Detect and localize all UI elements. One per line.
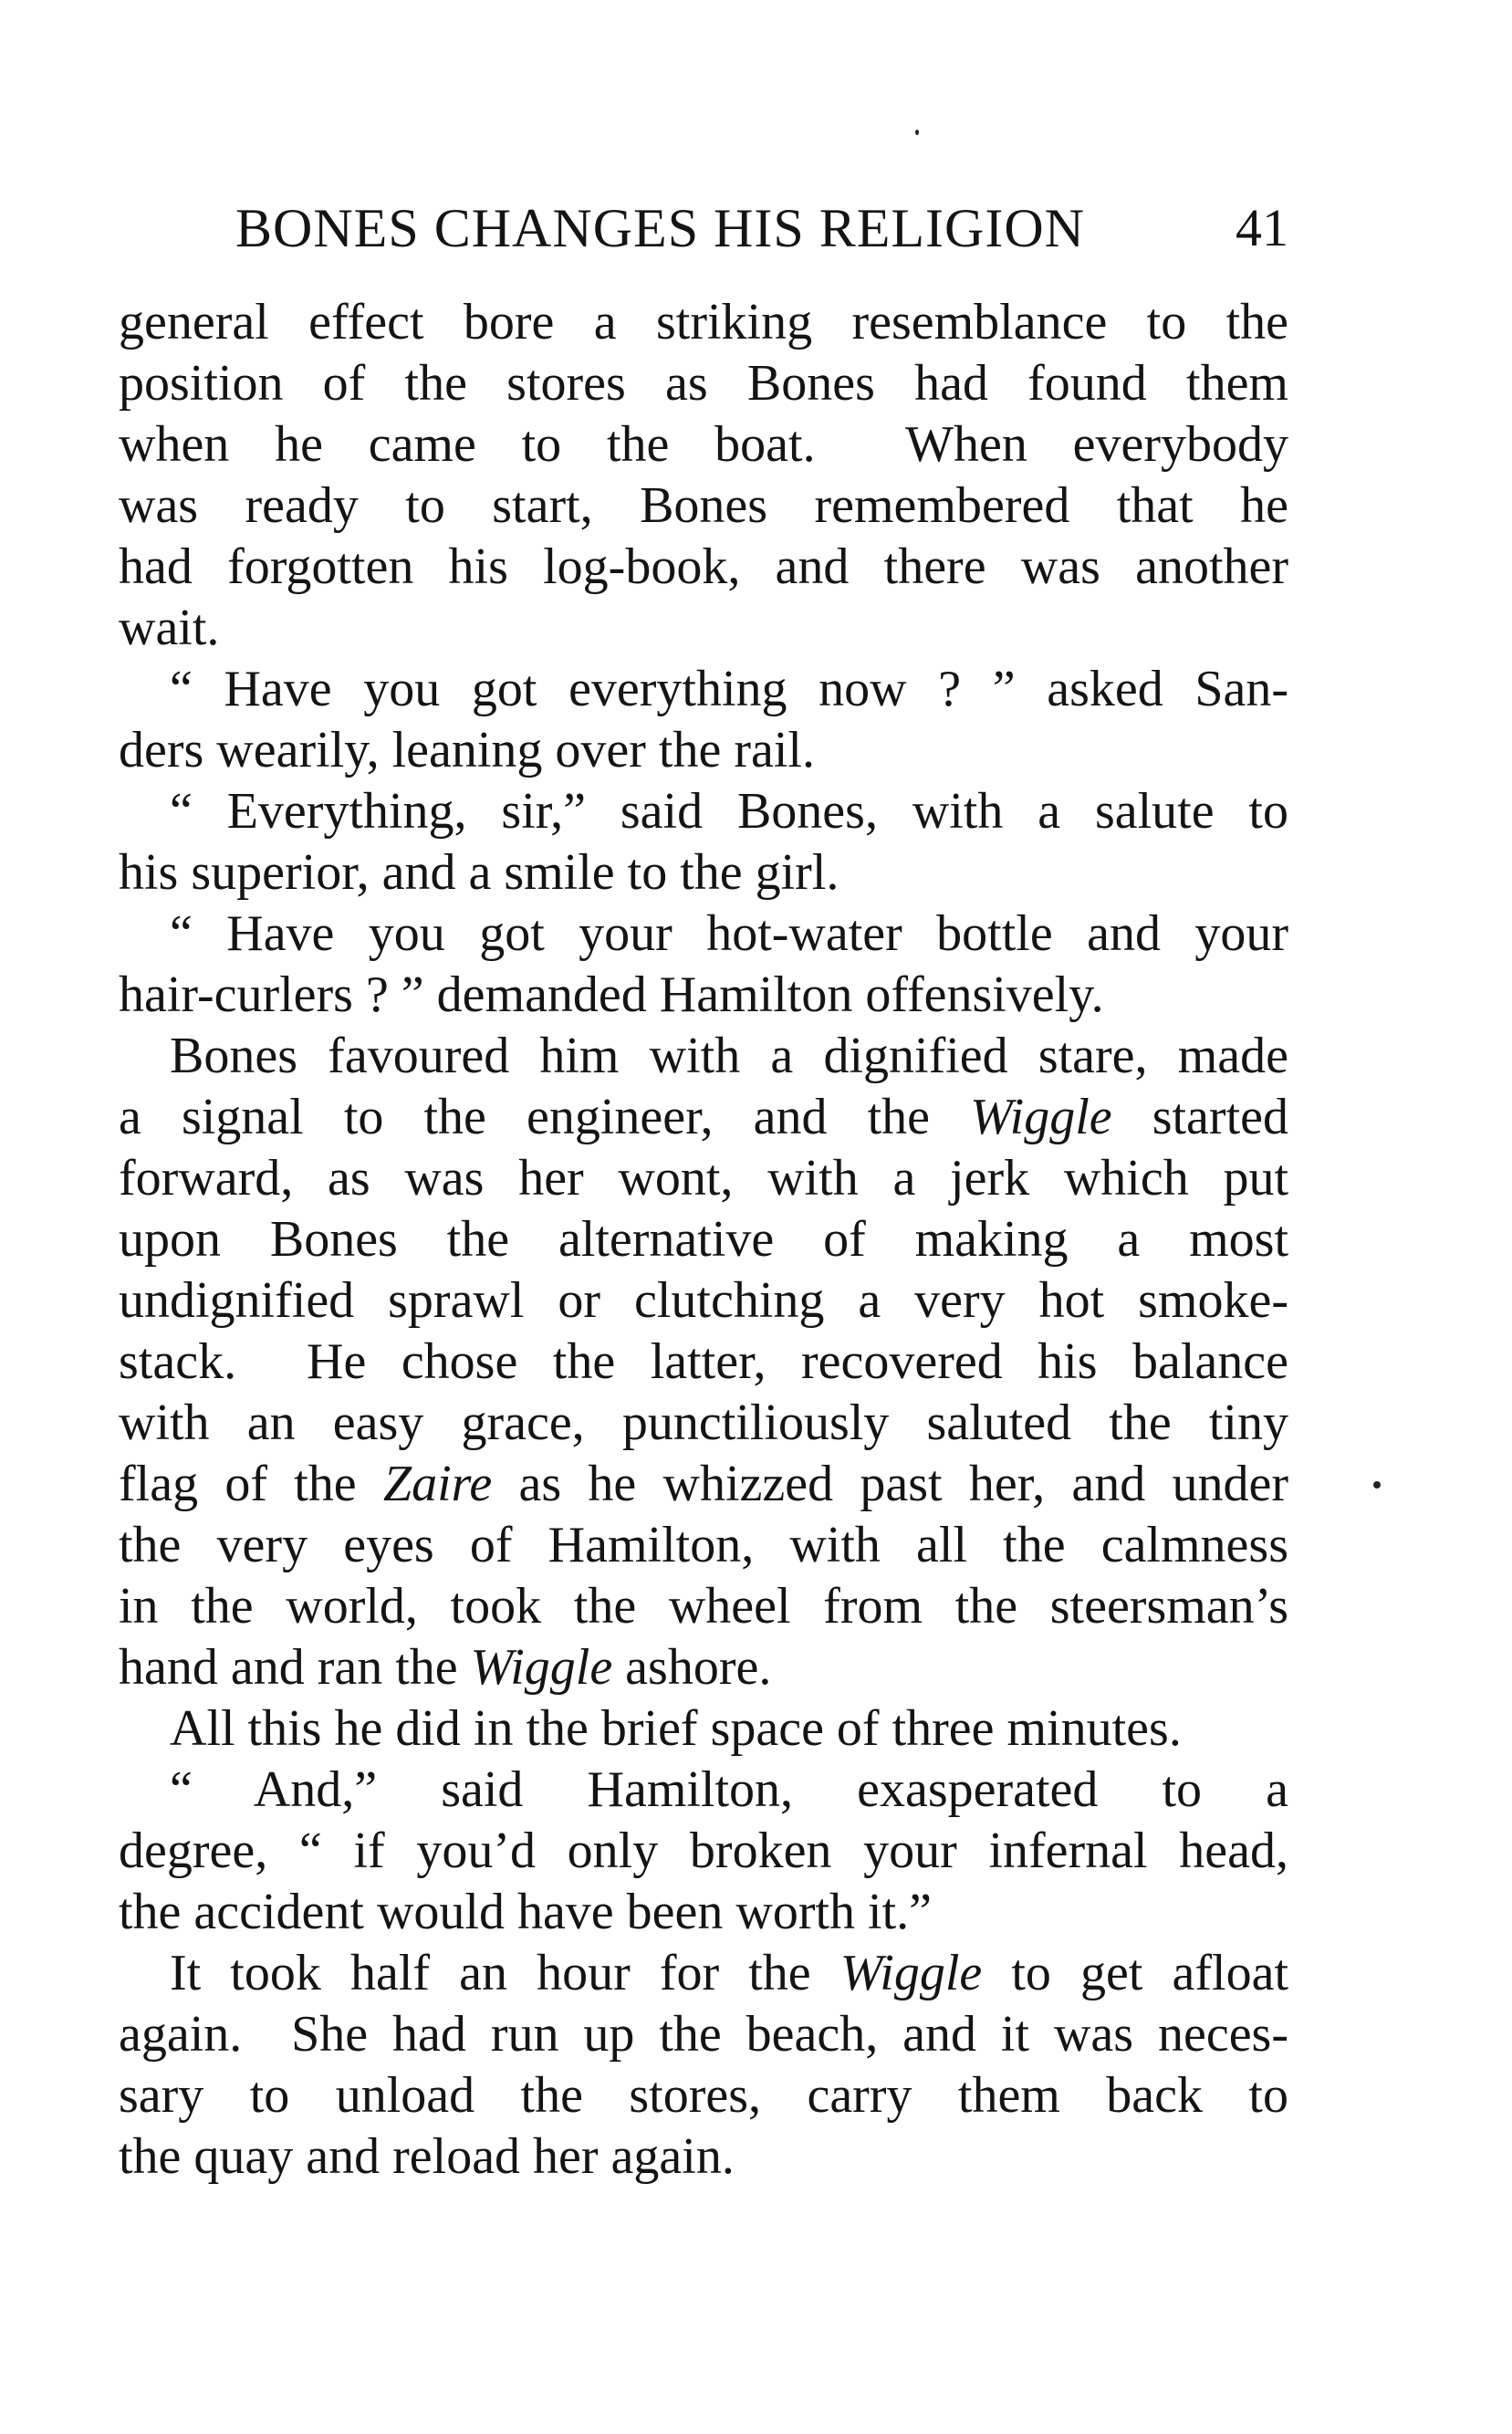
text-line [119,2065,1288,2126]
text-run: “ And,” said Hamilton, exasperated to a [170,1761,1288,1818]
text-run: forward, as was her wont, with a jerk which put [119,1150,1288,1207]
text-run: stack. He chose the latter, recovered his balance [119,1333,1288,1390]
text-line [119,842,1288,904]
text-run: was ready to start, Bones remembered that he [119,477,1288,534]
text-run: started [1111,1089,1288,1145]
text-run: “ Have you got everything now ? ” asked San- [170,661,1288,717]
text-line [119,781,1288,842]
text-line [119,965,1288,1026]
text-run: as he whizzed past her, and under [492,1456,1288,1512]
text-line [119,1637,1288,1698]
text-run: had forgotten his log-book, and there was another [119,538,1288,595]
text-line [119,1943,1288,2004]
text-run: again. She had run up the beach, and it was neces- [119,2006,1288,2063]
text-line [119,537,1288,598]
print-speck [1373,1481,1381,1489]
text-run: when he came to the boat. When everybody [119,416,1288,473]
text-run: “ Everything, sir,” said Bones, with a salute to [170,783,1288,840]
text-run: with an easy grace, punctiliously saluted the tiny [119,1395,1288,1451]
page-header [119,187,1288,269]
text-line [119,475,1288,537]
text-run: “ Have you got your hot-water bottle and your [170,905,1288,962]
text-run: in the world, took the wheel from the steersman’s [119,1578,1288,1635]
italic-name: Wiggle [970,1089,1112,1145]
text-line [119,2004,1288,2065]
text-run: It took half an hour for the [170,1945,840,2001]
italic-name: Wiggle [470,1639,613,1696]
text-line [119,720,1288,781]
text-line [119,1760,1288,1821]
text-run: ders wearily, leaning over the rail. [119,722,815,778]
text-line [119,598,1288,659]
body-text [119,292,1288,2188]
italic-name: Zaire [382,1456,493,1512]
text-line [119,1821,1288,1882]
text-line [119,1270,1288,1332]
text-line [119,1515,1288,1576]
text-line [119,1148,1288,1209]
text-run: a signal to the engineer, and the [119,1089,971,1145]
text-line [119,1698,1288,1760]
text-run: sary to unload the stores, carry them back to [119,2067,1288,2124]
text-line [119,292,1288,353]
text-run: wait. [119,600,220,656]
text-line [119,2126,1288,2188]
text-line [119,659,1288,720]
text-line [119,904,1288,965]
text-run: hand and ran the [119,1639,471,1696]
text-line [119,1026,1288,1087]
text-line [119,1209,1288,1270]
text-line [119,1393,1288,1454]
text-run: Bones favoured him with a dignified stare, made [170,1028,1288,1084]
text-run: the quay and reload her again. [119,2128,735,2185]
text-run: ashore. [612,1639,772,1696]
text-run: general effect bore a striking resemblance to the [119,294,1288,350]
text-line [119,353,1288,414]
text-run: his superior, and a smile to the girl. [119,844,839,901]
text-run: All this he did in the brief space of three minutes. [170,1700,1182,1757]
text-line [119,1576,1288,1637]
text-run: flag of the [119,1456,383,1512]
text-line [119,1454,1288,1515]
text-run: the accident would have been worth it.” [119,1884,932,1940]
print-speck [915,130,919,135]
text-line [119,1882,1288,1943]
text-run: the very eyes of Hamilton, with all the calmness [119,1517,1288,1573]
text-run: to get afloat [982,1945,1289,2001]
text-run: degree, “ if you’d only broken your infernal head, [119,1823,1288,1879]
italic-name: Wiggle [839,1945,983,2001]
running-title: BONES CHANGES HIS RELIGION [235,198,1086,258]
text-run: upon Bones the alternative of making a most [119,1211,1288,1268]
text-line [119,1332,1288,1393]
text-line [119,1087,1288,1148]
text-line [119,414,1288,475]
text-run: position of the stores as Bones had found them [119,355,1288,412]
page-number: 41 [1236,198,1288,257]
text-run: hair-curlers ? ” demanded Hamilton offensively. [119,966,1104,1023]
text-run: undignified sprawl or clutching a very hot smoke- [119,1272,1288,1329]
